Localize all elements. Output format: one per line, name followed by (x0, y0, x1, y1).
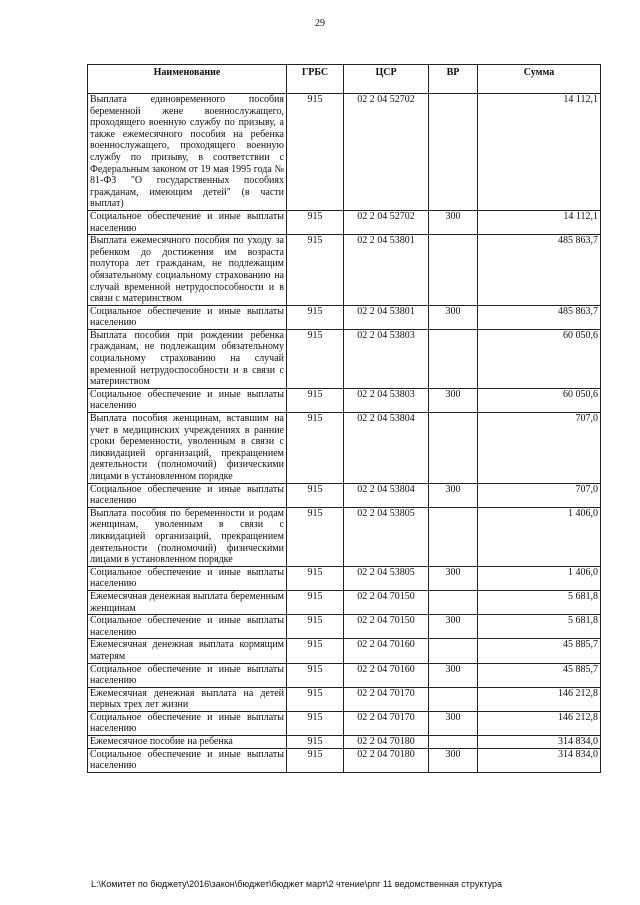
page-number: 29 (315, 18, 325, 29)
cell-sum: 707,0 (478, 413, 601, 484)
cell-vr (429, 413, 478, 484)
cell-sum: 1 406,0 (478, 566, 601, 590)
cell-name: Социальное обеспечение и иные выплаты населению (88, 615, 287, 639)
budget-table (87, 64, 601, 773)
cell-sum: 1 406,0 (478, 507, 601, 566)
table-row (88, 235, 601, 306)
cell-name: Социальное обеспечение и иные выплаты населению (88, 748, 287, 772)
cell-sum: 485 863,7 (478, 305, 601, 329)
cell-csr: 02 2 04 70150 (344, 590, 429, 614)
cell-name: Выплата ежемесячного пособия по уходу за ребенком до достижения им возраста полутора лет гражданам, не подлежащим обязательному социальному страхованию на случай временной нетрудоспособности и в связи с материнством (88, 235, 287, 306)
cell-sum: 314 834,0 (478, 736, 601, 749)
file-path-footer: L:\Комитет по бюджету\2016\закон\бюджет\бюджет март\2 чтение\рпг 11 ведомственная структура (91, 879, 503, 889)
cell-csr: 02 2 04 52702 (344, 94, 429, 211)
cell-grbs: 915 (287, 305, 344, 329)
cell-sum: 485 863,7 (478, 235, 601, 306)
cell-vr (429, 329, 478, 388)
table-row (88, 329, 601, 388)
cell-grbs: 915 (287, 329, 344, 388)
cell-name: Выплата пособия по беременности и родам женщинам, уволенным в связи с ликвидацией организаций, прекращением деятельности (полномочий) физическими лицами в установленном порядке (88, 507, 287, 566)
cell-vr (429, 235, 478, 306)
table-header-row (88, 65, 601, 94)
cell-grbs: 915 (287, 235, 344, 306)
cell-vr: 300 (429, 483, 478, 507)
cell-vr: 300 (429, 388, 478, 412)
cell-vr: 300 (429, 566, 478, 590)
cell-grbs: 915 (287, 483, 344, 507)
cell-sum: 60 050,6 (478, 388, 601, 412)
table-row (88, 507, 601, 566)
cell-name: Ежемесячная денежная выплата на детей первых трех лет жизни (88, 687, 287, 711)
cell-sum: 14 112,1 (478, 94, 601, 211)
cell-vr (429, 736, 478, 749)
header-csr: ЦСР (344, 65, 429, 94)
cell-name: Социальное обеспечение и иные выплаты населению (88, 663, 287, 687)
cell-sum: 314 834,0 (478, 748, 601, 772)
cell-grbs: 915 (287, 210, 344, 234)
cell-csr: 02 2 04 53805 (344, 507, 429, 566)
cell-name: Социальное обеспечение и иные выплаты населению (88, 483, 287, 507)
cell-vr: 300 (429, 748, 478, 772)
table-row (88, 687, 601, 711)
cell-name: Социальное обеспечение и иные выплаты населению (88, 711, 287, 735)
cell-grbs: 915 (287, 413, 344, 484)
table-row (88, 615, 601, 639)
table-row (88, 590, 601, 614)
cell-grbs: 915 (287, 687, 344, 711)
cell-csr: 02 2 04 53801 (344, 305, 429, 329)
cell-vr (429, 687, 478, 711)
cell-csr: 02 2 04 52702 (344, 210, 429, 234)
cell-sum: 45 885,7 (478, 639, 601, 663)
cell-vr: 300 (429, 615, 478, 639)
cell-name: Выплата единовременного пособия беременной жене военнослужащего, проходящего военную службу по призыву, а также ежемесячного пособия на ребенка военнослужащего, проходящего военную службу по призыву, в соответствии с Федеральным законом от 19 мая 1995 года № 81-ФЗ "О государственных пособиях гражданам, имеющим детей" (в части выплат) (88, 94, 287, 211)
cell-csr: 02 2 04 53804 (344, 413, 429, 484)
cell-name: Социальное обеспечение и иные выплаты населению (88, 305, 287, 329)
cell-sum: 146 212,8 (478, 711, 601, 735)
table-row (88, 305, 601, 329)
cell-grbs: 915 (287, 748, 344, 772)
cell-vr (429, 94, 478, 211)
cell-csr: 02 2 04 53803 (344, 329, 429, 388)
cell-csr: 02 2 04 70170 (344, 711, 429, 735)
cell-csr: 02 2 04 53803 (344, 388, 429, 412)
table-row (88, 748, 601, 772)
cell-grbs: 915 (287, 663, 344, 687)
cell-grbs: 915 (287, 639, 344, 663)
cell-csr: 02 2 04 53805 (344, 566, 429, 590)
cell-grbs: 915 (287, 566, 344, 590)
cell-sum: 707,0 (478, 483, 601, 507)
header-grbs: ГРБС (287, 65, 344, 94)
header-vr: ВР (429, 65, 478, 94)
cell-grbs: 915 (287, 615, 344, 639)
cell-grbs: 915 (287, 590, 344, 614)
table-row (88, 736, 601, 749)
table-row (88, 94, 601, 211)
cell-vr (429, 507, 478, 566)
cell-name: Выплата пособия при рождении ребенка гражданам, не подлежащим обязательному социальному страхованию на случай временной нетрудоспособности и в связи с материнством (88, 329, 287, 388)
cell-vr: 300 (429, 711, 478, 735)
cell-name: Социальное обеспечение и иные выплаты населению (88, 210, 287, 234)
cell-vr (429, 639, 478, 663)
cell-vr: 300 (429, 210, 478, 234)
table-row (88, 210, 601, 234)
cell-csr: 02 2 04 70170 (344, 687, 429, 711)
table-row (88, 663, 601, 687)
cell-csr: 02 2 04 70180 (344, 736, 429, 749)
cell-vr: 300 (429, 305, 478, 329)
cell-csr: 02 2 04 70180 (344, 748, 429, 772)
cell-csr: 02 2 04 53801 (344, 235, 429, 306)
cell-grbs: 915 (287, 94, 344, 211)
cell-name: Социальное обеспечение и иные выплаты населению (88, 566, 287, 590)
header-sum: Сумма (478, 65, 601, 94)
cell-grbs: 915 (287, 711, 344, 735)
cell-csr: 02 2 04 70160 (344, 639, 429, 663)
cell-vr: 300 (429, 663, 478, 687)
cell-sum: 5 681,8 (478, 615, 601, 639)
table-row (88, 639, 601, 663)
cell-sum: 60 050,6 (478, 329, 601, 388)
cell-sum: 45 885,7 (478, 663, 601, 687)
cell-name: Ежемесячное пособие на ребенка (88, 736, 287, 749)
table-row (88, 566, 601, 590)
cell-name: Ежемесячная денежная выплата кормящим матерям (88, 639, 287, 663)
cell-csr: 02 2 04 70160 (344, 663, 429, 687)
cell-name: Выплата пособия женщинам, вставшим на учет в медицинских учреждениях в ранние сроки беременности, уволенным в связи с ликвидацией организаций, прекращением деятельности (полномочий) физическими лицами в установленном порядке (88, 413, 287, 484)
cell-sum: 5 681,8 (478, 590, 601, 614)
cell-grbs: 915 (287, 736, 344, 749)
cell-grbs: 915 (287, 388, 344, 412)
cell-csr: 02 2 04 70150 (344, 615, 429, 639)
header-name: Наименование (88, 65, 287, 94)
cell-csr: 02 2 04 53804 (344, 483, 429, 507)
cell-vr (429, 590, 478, 614)
cell-sum: 14 112,1 (478, 210, 601, 234)
table-row (88, 483, 601, 507)
cell-sum: 146 212,8 (478, 687, 601, 711)
cell-name: Ежемесячная денежная выплата беременным женщинам (88, 590, 287, 614)
cell-grbs: 915 (287, 507, 344, 566)
table-row (88, 388, 601, 412)
table-row (88, 711, 601, 735)
cell-name: Социальное обеспечение и иные выплаты населению (88, 388, 287, 412)
table-row (88, 413, 601, 484)
